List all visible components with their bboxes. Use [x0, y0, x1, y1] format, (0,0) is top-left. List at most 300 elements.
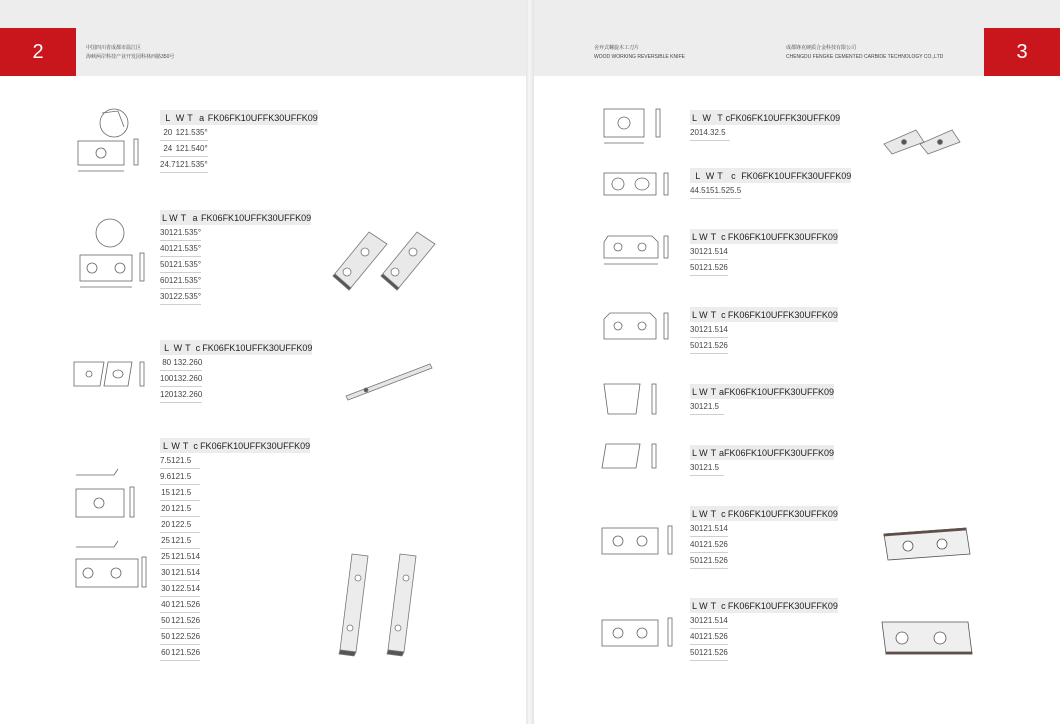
grade-cell — [749, 613, 783, 629]
table-header-cell: L — [160, 340, 173, 355]
table-row — [160, 387, 312, 403]
table-cell: 26 — [191, 629, 200, 645]
table-cell: 20 — [160, 125, 176, 141]
grade-cell — [255, 645, 289, 661]
table-cell: 30 — [160, 225, 169, 241]
table-header-cell: T — [708, 506, 719, 521]
grade-cell — [257, 387, 291, 403]
table-header-cell: W — [699, 384, 708, 399]
table-cell: 30 — [690, 521, 699, 537]
table-row — [690, 399, 834, 415]
grade-cell — [816, 629, 838, 645]
table-cell: 26 — [191, 597, 200, 613]
table-row — [690, 244, 838, 260]
grade-cell — [289, 597, 311, 613]
table-cell: 2.5 — [714, 125, 725, 141]
table-cell: 50 — [690, 645, 699, 661]
table-cell: 12 — [171, 517, 180, 533]
table-cell: 1.5 — [708, 244, 719, 260]
grade-cell — [291, 371, 313, 387]
grade-cell — [200, 581, 222, 597]
table-cell: 2.5 — [178, 289, 189, 305]
table-cell: 40 — [690, 629, 699, 645]
table-row — [160, 241, 311, 257]
grade-cell — [255, 533, 289, 549]
table-header-cell: FK30UF — [257, 340, 291, 355]
table-header-cell: FK09 — [816, 506, 838, 521]
grade-cell — [255, 501, 289, 517]
table-header-cell: L — [160, 438, 171, 453]
grade-cell — [222, 597, 256, 613]
grade-cell — [289, 581, 311, 597]
table-cell: 26 — [191, 613, 200, 629]
table-row — [160, 355, 312, 371]
grade-cell — [289, 469, 311, 485]
table-cell: 14 — [191, 565, 200, 581]
table-cell: 12 — [176, 125, 185, 141]
grade-cell — [200, 565, 222, 581]
grade-cell — [749, 260, 783, 276]
table-cell: 40° — [196, 141, 208, 157]
knife-photo-12 — [878, 618, 978, 660]
table-row — [690, 260, 838, 276]
grade-cell — [202, 387, 224, 403]
table-cell: 50 — [690, 338, 699, 354]
table-cell: 30 — [160, 289, 169, 305]
table-cell: 35° — [189, 225, 201, 241]
table-cell: 1.5 — [180, 469, 191, 485]
table-cell: 12 — [171, 629, 180, 645]
grade-cell — [745, 460, 779, 476]
table-header-cell: FK06 — [730, 110, 752, 125]
table-row — [160, 289, 311, 305]
grade-cell — [263, 141, 297, 157]
table-header-cell: T — [714, 110, 725, 125]
table-cell: 1.5 — [180, 597, 191, 613]
grade-cell — [222, 533, 256, 549]
drawing-knife-12 — [598, 612, 683, 657]
grade-cell — [257, 355, 291, 371]
table-header-cell: c — [726, 168, 742, 183]
grade-cell — [816, 244, 838, 260]
table-cell: 12 — [699, 260, 708, 276]
grade-cell — [255, 453, 289, 469]
table-cell: 1.5 — [714, 183, 725, 199]
table-cell: 30 — [690, 322, 699, 338]
book-gutter — [526, 0, 534, 724]
table-header-cell: FK30UF — [779, 384, 813, 399]
grade-cell — [289, 549, 311, 565]
table-cell: 35° — [196, 157, 208, 173]
table-cell: 50 — [160, 613, 171, 629]
table-header-cell: FK10UF — [749, 229, 783, 244]
table-cell: 1.5 — [708, 629, 719, 645]
table-header-cell: FK09 — [816, 307, 838, 322]
table-header-cell: FK06 — [200, 438, 222, 453]
table-row — [160, 501, 310, 517]
table-cell — [191, 485, 200, 501]
grade-cell — [728, 553, 750, 569]
table-cell: 14 — [719, 521, 728, 537]
drawing-knife-2 — [70, 215, 155, 295]
knife-photo-4 — [330, 548, 450, 658]
table-row — [160, 125, 318, 141]
table-header-cell: FK30UF — [783, 506, 817, 521]
table-header-cell: L — [690, 110, 699, 125]
table-cell: 12 — [699, 244, 708, 260]
table-cell: 12 — [699, 399, 708, 415]
table-cell: 1.5 — [178, 273, 189, 289]
table-cell: 12 — [169, 225, 178, 241]
table-header-cell: FK10UF — [223, 210, 257, 225]
table-cell: 1.5 — [708, 338, 719, 354]
table-header-cell: W — [176, 110, 185, 125]
grade-cell — [296, 157, 318, 173]
table-cell: 35° — [189, 273, 201, 289]
table-cell: 12 — [171, 469, 180, 485]
table-cell: 1.5 — [180, 501, 191, 517]
table-header-cell: c — [726, 110, 731, 125]
table-cell: 25 — [160, 549, 171, 565]
table-cell: 1.5 — [708, 322, 719, 338]
grade-cell — [783, 244, 817, 260]
grade-cell — [224, 371, 258, 387]
grade-cell — [779, 399, 813, 415]
table-row — [160, 273, 311, 289]
grade-cell — [730, 125, 752, 141]
grade-cell — [256, 225, 290, 241]
table-cell: 12 — [699, 322, 708, 338]
grade-cell — [816, 338, 838, 354]
grade-cell — [200, 629, 222, 645]
grade-cell — [263, 157, 297, 173]
table-cell: 80 — [160, 355, 173, 371]
grade-cell — [728, 322, 750, 338]
table-cell: 1.5 — [184, 125, 195, 141]
table-cell: 2.2 — [182, 355, 193, 371]
table-cell — [191, 469, 200, 485]
table-cell: 24 — [160, 141, 176, 157]
grade-cell — [255, 485, 289, 501]
drawing-knife-3 — [70, 352, 155, 397]
grade-cell — [223, 257, 257, 273]
grade-cell — [796, 183, 830, 199]
table-cell: 1.5 — [180, 645, 191, 661]
table-cell: 12 — [169, 241, 178, 257]
grade-cell — [222, 565, 256, 581]
grade-cell — [256, 257, 290, 273]
grade-cell — [783, 537, 817, 553]
table-cell: 15 — [706, 183, 715, 199]
table-cell: 1.5 — [708, 553, 719, 569]
grade-cell — [255, 581, 289, 597]
table-header-cell: FK10UF — [229, 110, 263, 125]
table-cell: 1.5 — [178, 257, 189, 273]
grade-cell — [749, 553, 783, 569]
table-header-cell: FK30UF — [783, 229, 817, 244]
grade-cell — [229, 157, 263, 173]
grade-cell — [813, 399, 835, 415]
table-header-cell: FK06 — [741, 168, 763, 183]
grade-cell — [201, 257, 223, 273]
grade-cell — [222, 501, 256, 517]
grade-cell — [749, 338, 783, 354]
table-row — [160, 581, 310, 597]
knife-photo-3 — [340, 358, 440, 408]
table-header-cell: FK06 — [728, 506, 750, 521]
grade-cell — [229, 125, 263, 141]
grade-cell — [816, 260, 838, 276]
grade-cell — [816, 645, 838, 661]
drawing-knife-6 — [600, 165, 675, 205]
table-cell: 9.6 — [160, 469, 171, 485]
table-cell: 12 — [171, 485, 180, 501]
table-cell: 1.5 — [180, 533, 191, 549]
table-header-cell: c — [191, 438, 200, 453]
table-cell: 40 — [160, 241, 169, 257]
table-cell: 14 — [191, 581, 200, 597]
grade-cell — [256, 241, 290, 257]
grade-cell — [816, 322, 838, 338]
table-header-cell: FK30UF — [783, 307, 817, 322]
table-header-cell: FK30UF — [263, 110, 297, 125]
table-cell: 20 — [160, 517, 171, 533]
grade-cell — [289, 485, 311, 501]
drawing-knife-10 — [600, 440, 670, 480]
grade-cell — [223, 241, 257, 257]
grade-cell — [222, 581, 256, 597]
grade-cell — [222, 645, 256, 661]
table-header-cell: FK06 — [724, 445, 746, 460]
table-cell — [191, 501, 200, 517]
table-cell: 26 — [719, 553, 728, 569]
table-header-cell: FK10UF — [745, 445, 779, 460]
grade-cell — [222, 549, 256, 565]
drawing-knife-1 — [72, 105, 152, 180]
grade-cell — [779, 460, 813, 476]
table-row — [690, 613, 838, 629]
table-row — [690, 537, 838, 553]
grade-cell — [255, 597, 289, 613]
table-cell: 12 — [699, 460, 708, 476]
grade-cell — [201, 241, 223, 257]
table-row — [160, 613, 310, 629]
table-row — [160, 485, 310, 501]
table-row — [160, 517, 310, 533]
table-cell: 26 — [719, 537, 728, 553]
table-cell: 1.5 — [184, 141, 195, 157]
grade-cell — [816, 553, 838, 569]
right-header — [534, 0, 1060, 76]
table-cell: 2.5 — [180, 581, 191, 597]
table-cell: 13 — [173, 387, 182, 403]
table-header-cell: L — [690, 506, 699, 521]
drawing-knife-5 — [600, 105, 675, 150]
grade-cell — [819, 125, 841, 141]
drawing-knife-8 — [600, 305, 675, 350]
company-cn: 成都锋克硬质合金科技有限公司 — [786, 45, 857, 51]
grade-cell — [296, 141, 318, 157]
table-header-cell: T — [708, 307, 719, 322]
grade-cell — [208, 157, 230, 173]
grade-cell — [223, 273, 257, 289]
table-cell: 2.2 — [182, 371, 193, 387]
table-header-cell: a — [719, 384, 724, 399]
grade-cell — [291, 355, 313, 371]
table-cell: 20 — [690, 125, 699, 141]
grade-cell — [783, 260, 817, 276]
grade-cell — [201, 289, 223, 305]
table-cell: 35° — [189, 257, 201, 273]
grade-cell — [291, 387, 313, 403]
table-row — [160, 597, 310, 613]
grade-cell — [783, 629, 817, 645]
table-cell: 12 — [169, 257, 178, 273]
table-cell: 1.5 — [180, 453, 191, 469]
grade-cell — [289, 565, 311, 581]
table-cell: 2.5 — [180, 517, 191, 533]
grade-cell — [200, 613, 222, 629]
table-row — [690, 645, 838, 661]
table-header-cell: L — [690, 229, 699, 244]
knife-photo-5 — [880, 124, 980, 158]
table-header-cell: L — [690, 168, 706, 183]
grade-cell — [785, 125, 819, 141]
grade-cell — [741, 183, 763, 199]
grade-cell — [783, 338, 817, 354]
grade-cell — [728, 645, 750, 661]
table-cell: 14.3 — [699, 125, 715, 141]
table-header-cell: a — [196, 110, 208, 125]
table-cell: 12 — [699, 629, 708, 645]
drawing-knife-4 — [70, 455, 150, 605]
table-cell: 25 — [160, 533, 171, 549]
address-line-1: 中国四川省成都市温江区 — [86, 45, 142, 51]
table-header-cell: FK10UF — [222, 438, 256, 453]
table-header-cell: W — [699, 307, 708, 322]
table-cell: 35° — [196, 125, 208, 141]
table-header-cell: FK06 — [724, 384, 746, 399]
table-header-cell: FK06 — [208, 110, 230, 125]
grade-cell — [813, 460, 835, 476]
grade-cell — [749, 629, 783, 645]
table-cell: 1.5 — [180, 613, 191, 629]
drawing-knife-7 — [600, 226, 675, 271]
grade-cell — [208, 141, 230, 157]
table-header-cell: c — [193, 340, 202, 355]
table-cell: 26 — [719, 645, 728, 661]
table-header-cell: W — [699, 110, 715, 125]
table-cell: 50 — [690, 553, 699, 569]
table-header-cell: FK06 — [728, 229, 750, 244]
table-cell: 1.5 — [180, 565, 191, 581]
table-row — [160, 645, 310, 661]
table-cell: 30 — [160, 581, 171, 597]
table-header-cell: FK09 — [291, 340, 313, 355]
grade-cell — [202, 355, 224, 371]
grade-cell — [724, 399, 746, 415]
table-header-cell: T — [182, 340, 193, 355]
grade-cell — [816, 537, 838, 553]
grade-cell — [728, 244, 750, 260]
grade-cell — [728, 338, 750, 354]
grade-cell — [201, 225, 223, 241]
table-cell: 12 — [699, 338, 708, 354]
table-cell: 30 — [690, 460, 699, 476]
table-cell: 44.5 — [690, 183, 706, 199]
grade-cell — [745, 399, 779, 415]
grade-cell — [256, 273, 290, 289]
drawing-knife-11 — [598, 520, 683, 565]
grade-cell — [728, 521, 750, 537]
table-header-cell: T — [708, 598, 719, 613]
table-cell: 60 — [160, 645, 171, 661]
table-header-cell: FK09 — [296, 110, 318, 125]
grade-cell — [728, 613, 750, 629]
page-number-right: 3 — [984, 28, 1060, 76]
table-cell: 14 — [719, 322, 728, 338]
grade-cell — [200, 549, 222, 565]
table-header-cell: T — [180, 438, 191, 453]
table-header-cell: FK30UF — [256, 210, 290, 225]
grade-cell — [728, 537, 750, 553]
table-header-cell: L — [160, 210, 169, 225]
grade-cell — [255, 565, 289, 581]
table-cell: 30 — [690, 244, 699, 260]
table-header-cell: FK10UF — [749, 307, 783, 322]
table-cell: 1.5 — [178, 241, 189, 257]
grade-cell — [830, 183, 852, 199]
table-row — [160, 157, 318, 173]
grade-cell — [200, 645, 222, 661]
table-cell: 1.5 — [708, 537, 719, 553]
table-header-cell: FK06 — [202, 340, 224, 355]
table-header-cell: c — [719, 307, 728, 322]
grade-cell — [222, 469, 256, 485]
table-cell: 50 — [690, 260, 699, 276]
table-header-cell: FK09 — [830, 168, 852, 183]
grade-cell — [224, 387, 258, 403]
table-cell: 14 — [719, 244, 728, 260]
table-row — [160, 549, 310, 565]
table-row — [160, 469, 310, 485]
table-header-cell: T — [714, 168, 725, 183]
company-en: CHENGDU FENGKE CEMENTED CARBIDE TECHNOLOGY CO.,LTD — [786, 54, 944, 60]
table-header-cell: W — [706, 168, 715, 183]
table-cell: 15 — [160, 485, 171, 501]
table-cell: 26 — [719, 629, 728, 645]
table-cell — [191, 533, 200, 549]
table-header-cell: T — [184, 110, 195, 125]
table-row — [160, 453, 310, 469]
grade-cell — [289, 629, 311, 645]
table-cell: 1.5 — [180, 549, 191, 565]
table-header-cell: FK06 — [728, 598, 750, 613]
grade-cell — [200, 485, 222, 501]
table-cell: 12 — [171, 549, 180, 565]
table-cell: 25.5 — [726, 183, 742, 199]
grade-cell — [290, 289, 312, 305]
grade-cell — [728, 260, 750, 276]
table-cell: 1.5 — [708, 521, 719, 537]
table-header-cell: FK30UF — [785, 110, 819, 125]
table-header-cell: T — [708, 445, 719, 460]
table-header-cell: L — [690, 445, 699, 460]
grade-cell — [222, 485, 256, 501]
grade-cell — [257, 371, 291, 387]
grade-cell — [224, 355, 258, 371]
table-header-cell: L — [690, 307, 699, 322]
